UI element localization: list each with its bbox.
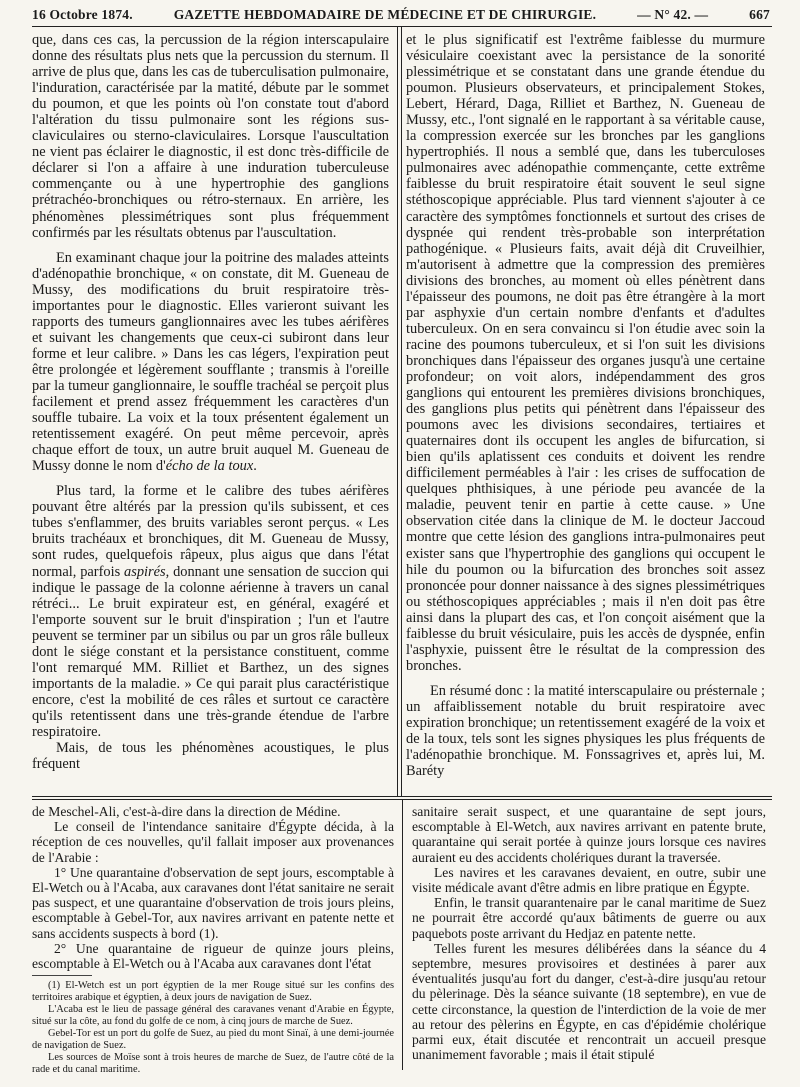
footnote: (1) El-Wetch est un port égyptien de la mer Rouge situé sur les confins des territoires arabique et égyptien, à deux jours de navigation de Suez. [32, 980, 394, 1004]
column-right [406, 32, 765, 779]
footnote: Les sources de Moïse sont à trois heures de marche de Suez, de l'autre côté de la rade et du canal maritime. [32, 1052, 394, 1076]
paragraph: Les navires et les caravanes devaient, en outre, subir une visite médicale avant d'être admis en libre pratique en Égypte. [412, 864, 766, 896]
header-rule [32, 26, 772, 27]
feuilleton-right [412, 804, 766, 1062]
column-divider [402, 800, 403, 1070]
footnote: Gebel-Tor est un port du golfe de Suez, au pied du mont Sinaï, à une demi-journée de navigation de Suez. [32, 1028, 394, 1052]
feuilleton-left [32, 804, 394, 1076]
paragraph: et le plus significatif est l'extrême faiblesse du murmure vésiculaire coexistant avec la persistance de la sonorité plessimétrique et se constatant dans une grande étendue du poumon. Plusieurs observateurs, et principalement Stokes, Lebert, Hérard, Daga, Rilliet et Barthez, N. Gueneau de Mussy, etc., l'ont signalé en le rapportant à sa véritable cause, la compression exercée sur les bronches par les ganglions hypertrophiés. Il nous a semblé que, dans les tuberculoses pulmonaires avec adénopathie commençante, cette extrême faiblesse du bruit respiratoire était souvent le seul signe stéthoscopique appréciable. Plus tard viennent s'ajouter à ce caractère des symptômes fonctionnels et surtout des crises de dyspnée qui rendent très-probable son interprétation pathogénique. « Plusieurs faits, avait déjà dit Cruveilhier, m'autorisent à admettre que la compression des premières divisions des bronches, au moment où elles pénètrent dans l'épaisseur des poumons, ne doit pas être étrangère à la mort par asphyxie d'un certain nombre d'enfants et d'adultes tuberculeux. On en sera convaincu si l'on étudie avec soin la racine des poumons tuberculeux, et si l'on suit les divisions bronchiques dans l'épaisseur des organes jusqu'à une certaine profondeur; on voit alors, indépendamment des gros ganglions qui entourent les premières divisions bronchiques, des ganglions plus petits qui pénètrent dans l'épaisseur des poumons avec les divisions secondaires, tertiaires et quaternaires dont ils occupent les angles de bifurcation, si bien qu'ils aplatissent ces conduits et doivent les rendre difficilement perméables à l'air : les crises de suffocation de quelques phthisiques, à une période peu avancée de la maladie, peuvent tenir en partie à cette cause. » Une observation citée dans la clinique de M. le docteur Jaccoud montre que cette lésion des ganglions intra-pulmonaires peut exister sans que l'hypertrophie des ganglions qui occupent le hile du poumon ou la bifurcation des bronches soit assez prononcée pour donner naissance à des signes plessimétriques ou stéthoscopiques appréciables ; mais il n'en doit pas être ainsi dans la plupart des cas, et l'on conçoit aisément que la faiblesse du bruit vésiculaire, puis les accès de dyspnée, enfin l'asphyxie, puissent être le résultat de la compression des bronches. [406, 32, 765, 674]
paragraph: 1° Une quarantaine d'observation de sept jours, escomptable à El-Wetch ou à l'Acaba, aux caravanes dont l'état sanitaire ne serait pas suspect, et une quarantaine d'observation de trois jours pleins, escomptable à Gebel-Tor, aux navires arrivant en patente nette et sans accidents suspects à bord (1). [32, 864, 394, 941]
paragraph: Telles furent les mesures délibérées dans la séance du 4 septembre, mesures provisoires et destinées à parer aux éventualités jusqu'au fort du danger, c'est-à-dire jusqu'au retour du pèlerinage. Dès la séance suivante (18 septembre), en vue de cette circonstance, la question de l'interdiction de la voie de mer au retour des pèlerins en Égypte, en cas d'épidémie cholérique parmi eux, était discutée et rencontrait un accueil presque unanimement favorable ; mais il était stipulé [412, 940, 766, 1063]
journal-title: GAZETTE HEBDOMADAIRE DE MÉDECINE ET DE CHIRURGIE. [173, 7, 597, 22]
footnotes [32, 980, 394, 1076]
footnote: L'Acaba est le lieu de passage général des caravanes venant d'Arabie en Égypte, situé sur la côte, au fond du golfe de ce nom, à cinq jours de marche de Suez. [32, 1004, 394, 1028]
column-divider [397, 26, 398, 796]
column-left [32, 32, 389, 772]
paragraph: En résumé donc : la matité interscapulaire ou présternale ; un affaiblissement notable du bruit respiratoire avec expiration bronchique; un retentissement exagéré de la voix et de la toux, tels sont les signes physiques les plus fréquents de l'adénopathie bronchique. M. Fonssagrives et, après lui, M. Baréty [406, 682, 765, 780]
paragraph: sanitaire serait suspect, et une quarantaine de sept jours, escomptable à El-Wetch, aux navires arrivant en patente brute, quarantaine qui serait portée à quinze jours lorsque ces navires auraient eu des accidents cholériques durant la traversée. [412, 804, 766, 865]
paragraph: Mais, de tous les phénomènes acoustiques, le plus fréquent [32, 740, 389, 773]
issue-number: — N° 42. — [637, 7, 709, 22]
feuilleton-rule [32, 796, 772, 797]
paragraph: Plus tard, la forme et le calibre des tubes aérifères pouvant être altérés par la pression qu'ils subissent, et ces tubes s'enflammer, des bruits variables seront perçus. « Les bruits trachéaux et bronchiques, dit M. Gueneau de Mussy, sont rudes, quelquefois râpeux, plus aigus que dans l'état normal, parfois aspirés, donnant une sensation de succion qui indique le passage de la colonne aérienne à travers un canal rétréci... Le bruit expirateur est, en général, exagéré et l'emporte souvent sur le bruit d'inspiration ; l'un et l'autre peuvent se terminer par un sibilus ou par un gros râle bulleux dont le siége constant et la persistance constituent, comme l'ont remarqué MM. Rilliet et Barthez, un des signes importants de la maladie. » Ce qui parait plus caractéristique encore, c'est la mobilité de ces râles et surtout ce caractère qu'ils retentissent dans une très-grande étendue de l'arbre respiratoire. [32, 483, 390, 740]
page-header [32, 4, 770, 26]
paragraph: En examinant chaque jour la poitrine des malades atteints d'adénopathie bronchique, « on constate, dit M. Gueneau de Mussy, des modifications du bruit respiratoire très-importantes pour le diagnostic. Elles varieront suivant les rapports des tumeurs ganglionnaires avec les tubes aérifères et suivant les changements que ceux-ci subiront dans leur forme et leur calibre. » Dans les cas légers, l'expiration peut être prolongée et légèrement soufflante ; transmis à l'oreille par la tumeur ganglionnaire, le souffle trachéal se perçoit plus facilement et prend assez fréquemment les caractères d'un souffle tubaire. La voix et la toux présentent également un retentissement exagéré. On peut même percevoir, après chaque effort de toux, un autre bruit auquel M. Gueneau de Mussy donne le nom d'écho de la toux. [32, 249, 389, 475]
footnote-rule [32, 975, 92, 976]
paragraph: 2° Une quarantaine de rigueur de quinze jours pleins, escomptable à El-Wetch ou à l'Acaba aux caravanes dont l'état [32, 940, 394, 972]
paragraph: que, dans ces cas, la percussion de la région interscapulaire donne des résultats plus nets que la percussion du sternum. Il arrive de plus que, dans les cas de tuberculisation pulmonaire, l'induration, caractérisée par la matité, débute par le sommet du poumon, et que les points où l'on constate tout d'abord l'altération du tissu pulmonaire sont les régions sus-claviculaires ou sterno-claviculaires. Lorsque l'auscultation ne vient pas éclairer le diagnostic, il est donc très-difficile de déclarer si l'on a affaire à une induration tuberculeuse commençante ou à une hypertrophie des ganglions prétrachéo-bronchiques ou rétro-sternaux. En arrière, les phénomènes plessimétriques sont plus fréquemment confirmés par les résultats obtenus par l'auscultation. [32, 32, 389, 241]
issue-date: 16 Octobre 1874. [32, 7, 133, 22]
page-number: 667 [749, 7, 770, 22]
paragraph: Le conseil de l'intendance sanitaire d'Égypte décida, à la réception de ces nouvelles, qu'il fallait imposer aux provenances de l'Arabie : [32, 819, 394, 865]
column-divider [401, 26, 402, 796]
paragraph: de Meschel-Ali, c'est-à-dire dans la direction de Médine. [32, 804, 341, 819]
paragraph: Enfin, le transit quarantenaire par le canal maritime de Suez ne pourrait être accordé qu'aux bâtiments de guerre ou aux paquebots poste arrivant du Hedjaz en patente nette. [412, 895, 766, 941]
